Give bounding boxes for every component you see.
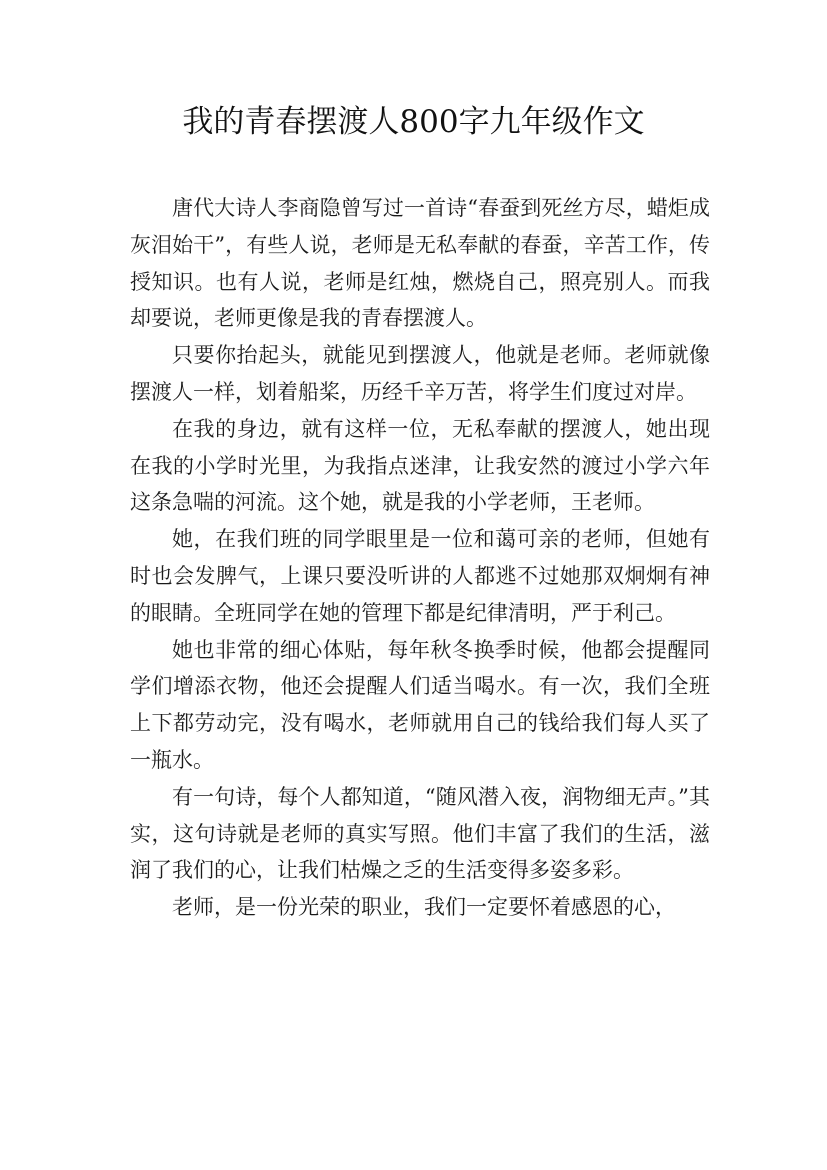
paragraph-1: 唐代大诗人李商隐曾写过一首诗“春蚕到死丝方尽，蜡炬成灰泪始干”，有些人说，老师是无私奉献的春蚕，辛苦工作，传授知识。也有人说，老师是红烛，燃烧自己，照亮别人。而我却要说，老师更像是我的青春摆渡人。 <box>130 196 710 331</box>
paragraph-5: 她也非常的细心体贴，每年秋冬换季时候，他都会提醒同学们增添衣物，他还会提醒人们适当喝水。有一次，我们全班上下都劳动完，没有喝水，老师就用自己的钱给我们每人买了一瓶水。 <box>130 637 710 772</box>
paragraph-6: 有一句诗，每个人都知道，“随风潜入夜，润物细无声。”其实，这句诗就是老师的真实写照。他们丰富了我们的生活，滋润了我们的心，让我们枯燥之乏的生活变得多姿多彩。 <box>130 784 710 883</box>
paragraph-7: 老师，是一份光荣的职业，我们一定要怀着感恩的心， <box>172 895 676 920</box>
paragraph-4: 她，在我们班的同学眼里是一位和蔼可亲的老师，但她有时也会发脾气，上课只要没听讲的人都逃不过她那双炯炯有神的眼睛。全班同学在她的管理下都是纪律清明，严于利己。 <box>130 527 710 625</box>
document-body <box>130 190 710 926</box>
document-title: 我的青春摆渡人800字九年级作文 <box>182 104 645 140</box>
paragraph-2: 只要你抬起头，就能见到摆渡人，他就是老师。老师就像摆渡人一样，划着船桨，历经千辛万苦，将学生们度过对岸。 <box>130 343 710 404</box>
paragraph-3: 在我的身边，就有这样一位，无私奉献的摆渡人，她出现在我的小学时光里，为我指点迷津，让我安然的渡过小学六年这条急喘的河流。这个她，就是我的小学老师，王老师。 <box>130 416 710 515</box>
